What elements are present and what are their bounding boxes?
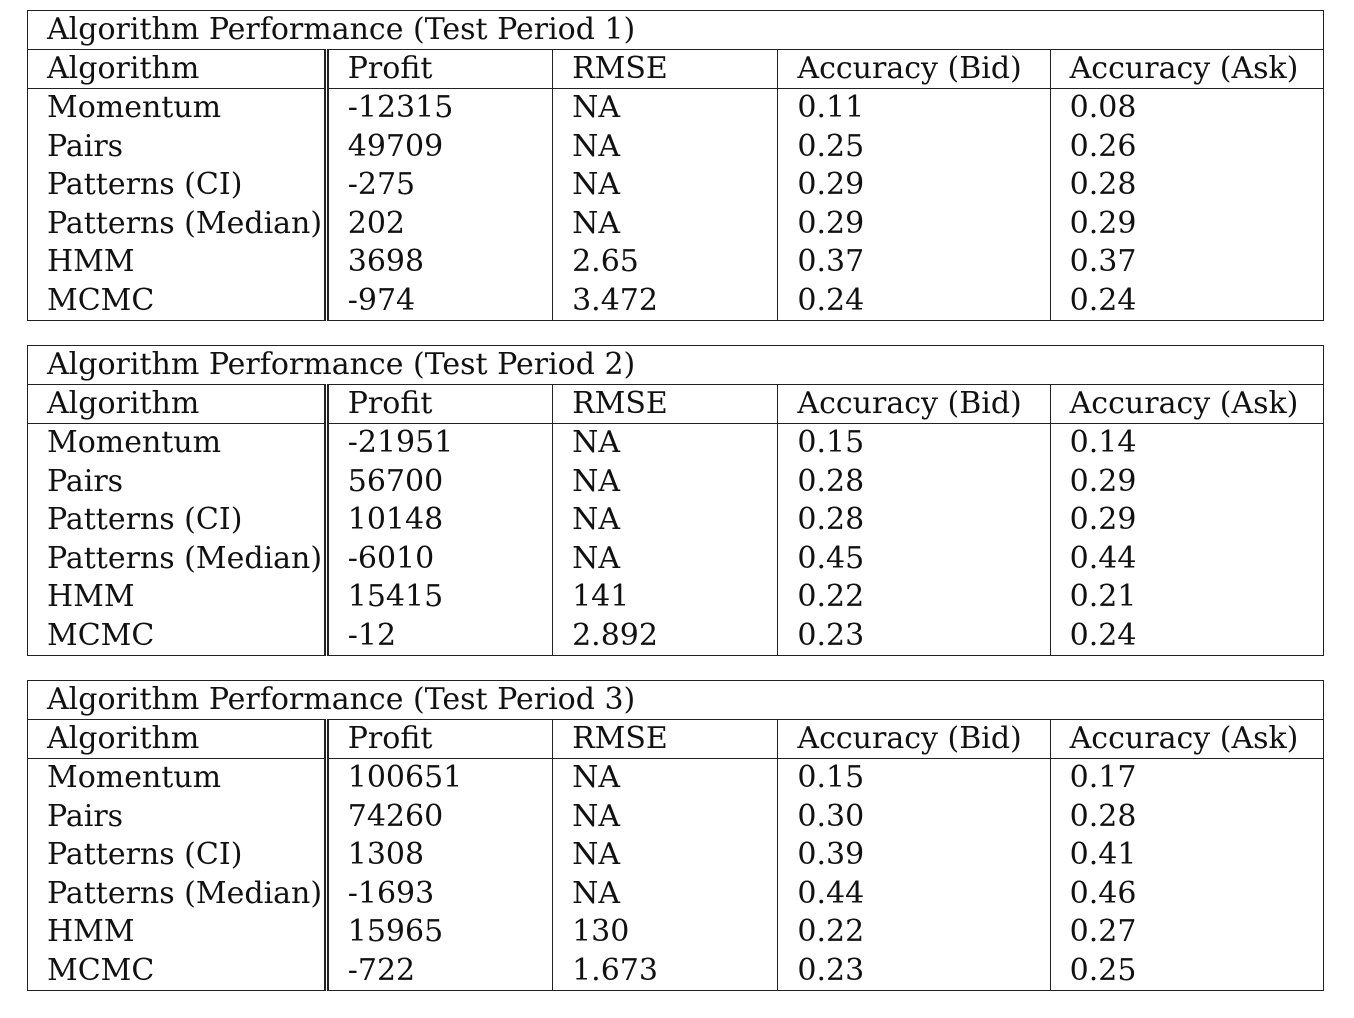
cell-profit: 3698 (326, 243, 552, 282)
cell-algorithm: Patterns (CI) (28, 166, 327, 205)
cell-algorithm: HMM (28, 578, 327, 617)
column-header-accuracy-bid: Accuracy (Bid) (778, 50, 1050, 89)
cell-accuracy-bid: 0.22 (778, 913, 1050, 952)
cell-accuracy-bid: 0.29 (778, 205, 1050, 244)
cell-algorithm: Patterns (CI) (28, 501, 327, 540)
cell-accuracy-ask: 0.29 (1050, 501, 1323, 540)
cell-accuracy-ask: 0.37 (1050, 243, 1323, 282)
cell-rmse: NA (553, 128, 778, 167)
cell-accuracy-ask: 0.21 (1050, 578, 1323, 617)
table-caption: Algorithm Performance (Test Period 3) (28, 681, 1324, 720)
cell-rmse: NA (553, 759, 778, 798)
document-page (27, 10, 1324, 1015)
cell-accuracy-ask: 0.46 (1050, 875, 1323, 914)
table-header-row (28, 50, 1324, 89)
column-header-rmse: RMSE (553, 720, 778, 759)
cell-rmse: NA (553, 89, 778, 128)
table-row (28, 836, 1324, 875)
table-header-row (28, 720, 1324, 759)
table-row (28, 282, 1324, 321)
cell-accuracy-bid: 0.15 (778, 424, 1050, 463)
cell-accuracy-bid: 0.39 (778, 836, 1050, 875)
cell-profit: -275 (326, 166, 552, 205)
cell-algorithm: Pairs (28, 798, 327, 837)
cell-accuracy-bid: 0.30 (778, 798, 1050, 837)
table-row (28, 205, 1324, 244)
cell-accuracy-ask: 0.44 (1050, 540, 1323, 579)
cell-accuracy-bid: 0.28 (778, 501, 1050, 540)
cell-accuracy-bid: 0.22 (778, 578, 1050, 617)
column-header-profit: Profit (326, 50, 552, 89)
cell-accuracy-ask: 0.08 (1050, 89, 1323, 128)
cell-algorithm: Momentum (28, 424, 327, 463)
cell-profit: -1693 (326, 875, 552, 914)
cell-accuracy-bid: 0.28 (778, 463, 1050, 502)
table-row (28, 424, 1324, 463)
table-row (28, 913, 1324, 952)
table-row (28, 617, 1324, 656)
column-header-accuracy-bid: Accuracy (Bid) (778, 385, 1050, 424)
cell-algorithm: MCMC (28, 617, 327, 656)
table-row (28, 875, 1324, 914)
cell-profit: 10148 (326, 501, 552, 540)
table-row (28, 540, 1324, 579)
column-header-accuracy-ask: Accuracy (Ask) (1050, 385, 1323, 424)
column-header-accuracy-ask: Accuracy (Ask) (1050, 50, 1323, 89)
performance-table-period-2 (27, 345, 1324, 656)
cell-accuracy-ask: 0.26 (1050, 128, 1323, 167)
cell-rmse: NA (553, 798, 778, 837)
cell-algorithm: Pairs (28, 128, 327, 167)
cell-profit: -974 (326, 282, 552, 321)
cell-algorithm: HMM (28, 243, 327, 282)
cell-rmse: NA (553, 463, 778, 502)
table-row (28, 128, 1324, 167)
column-header-algorithm: Algorithm (28, 50, 327, 89)
cell-algorithm: MCMC (28, 952, 327, 991)
table-row (28, 759, 1324, 798)
cell-accuracy-bid: 0.15 (778, 759, 1050, 798)
cell-rmse: NA (553, 540, 778, 579)
cell-rmse: NA (553, 424, 778, 463)
cell-accuracy-ask: 0.29 (1050, 463, 1323, 502)
column-header-accuracy-bid: Accuracy (Bid) (778, 720, 1050, 759)
cell-profit: 49709 (326, 128, 552, 167)
cell-algorithm: MCMC (28, 282, 327, 321)
cell-algorithm: Patterns (Median) (28, 205, 327, 244)
column-header-algorithm: Algorithm (28, 385, 327, 424)
table-row (28, 501, 1324, 540)
column-header-accuracy-ask: Accuracy (Ask) (1050, 720, 1323, 759)
table-caption: Algorithm Performance (Test Period 2) (28, 346, 1324, 385)
table-header-row (28, 385, 1324, 424)
table-row (28, 798, 1324, 837)
cell-accuracy-ask: 0.24 (1050, 282, 1323, 321)
table-caption: Algorithm Performance (Test Period 1) (28, 11, 1324, 50)
cell-accuracy-bid: 0.37 (778, 243, 1050, 282)
table-row (28, 463, 1324, 502)
cell-algorithm: Momentum (28, 759, 327, 798)
cell-algorithm: HMM (28, 913, 327, 952)
cell-rmse: 3.472 (553, 282, 778, 321)
column-header-profit: Profit (326, 385, 552, 424)
cell-algorithm: Pairs (28, 463, 327, 502)
cell-rmse: 130 (553, 913, 778, 952)
cell-accuracy-ask: 0.17 (1050, 759, 1323, 798)
table-caption-row (28, 346, 1324, 385)
column-header-profit: Profit (326, 720, 552, 759)
cell-accuracy-ask: 0.25 (1050, 952, 1323, 991)
cell-accuracy-ask: 0.24 (1050, 617, 1323, 656)
cell-accuracy-bid: 0.23 (778, 952, 1050, 991)
cell-accuracy-ask: 0.27 (1050, 913, 1323, 952)
cell-accuracy-ask: 0.14 (1050, 424, 1323, 463)
table-row (28, 166, 1324, 205)
cell-accuracy-bid: 0.24 (778, 282, 1050, 321)
cell-profit: 100651 (326, 759, 552, 798)
cell-algorithm: Patterns (Median) (28, 875, 327, 914)
cell-rmse: NA (553, 166, 778, 205)
cell-accuracy-bid: 0.29 (778, 166, 1050, 205)
cell-rmse: 1.673 (553, 952, 778, 991)
cell-rmse: 141 (553, 578, 778, 617)
cell-profit: 56700 (326, 463, 552, 502)
table-row (28, 578, 1324, 617)
cell-profit: -12 (326, 617, 552, 656)
cell-rmse: NA (553, 875, 778, 914)
table-row (28, 243, 1324, 282)
cell-rmse: NA (553, 205, 778, 244)
cell-accuracy-bid: 0.44 (778, 875, 1050, 914)
cell-accuracy-ask: 0.28 (1050, 166, 1323, 205)
cell-algorithm: Patterns (Median) (28, 540, 327, 579)
cell-accuracy-ask: 0.28 (1050, 798, 1323, 837)
cell-accuracy-ask: 0.41 (1050, 836, 1323, 875)
table-caption-row (28, 681, 1324, 720)
performance-table-period-1 (27, 10, 1324, 321)
cell-algorithm: Patterns (CI) (28, 836, 327, 875)
cell-profit: 15965 (326, 913, 552, 952)
table-row (28, 952, 1324, 991)
column-header-algorithm: Algorithm (28, 720, 327, 759)
cell-profit: -6010 (326, 540, 552, 579)
cell-profit: 1308 (326, 836, 552, 875)
cell-profit: -21951 (326, 424, 552, 463)
cell-profit: 74260 (326, 798, 552, 837)
table-caption-row (28, 11, 1324, 50)
cell-profit: 15415 (326, 578, 552, 617)
cell-rmse: NA (553, 836, 778, 875)
cell-profit: -722 (326, 952, 552, 991)
cell-profit: -12315 (326, 89, 552, 128)
performance-table-period-3 (27, 680, 1324, 991)
table-row (28, 89, 1324, 128)
cell-accuracy-bid: 0.25 (778, 128, 1050, 167)
cell-rmse: NA (553, 501, 778, 540)
cell-profit: 202 (326, 205, 552, 244)
column-header-rmse: RMSE (553, 50, 778, 89)
cell-rmse: 2.65 (553, 243, 778, 282)
cell-accuracy-bid: 0.11 (778, 89, 1050, 128)
cell-accuracy-ask: 0.29 (1050, 205, 1323, 244)
cell-algorithm: Momentum (28, 89, 327, 128)
cell-rmse: 2.892 (553, 617, 778, 656)
column-header-rmse: RMSE (553, 385, 778, 424)
cell-accuracy-bid: 0.23 (778, 617, 1050, 656)
cell-accuracy-bid: 0.45 (778, 540, 1050, 579)
